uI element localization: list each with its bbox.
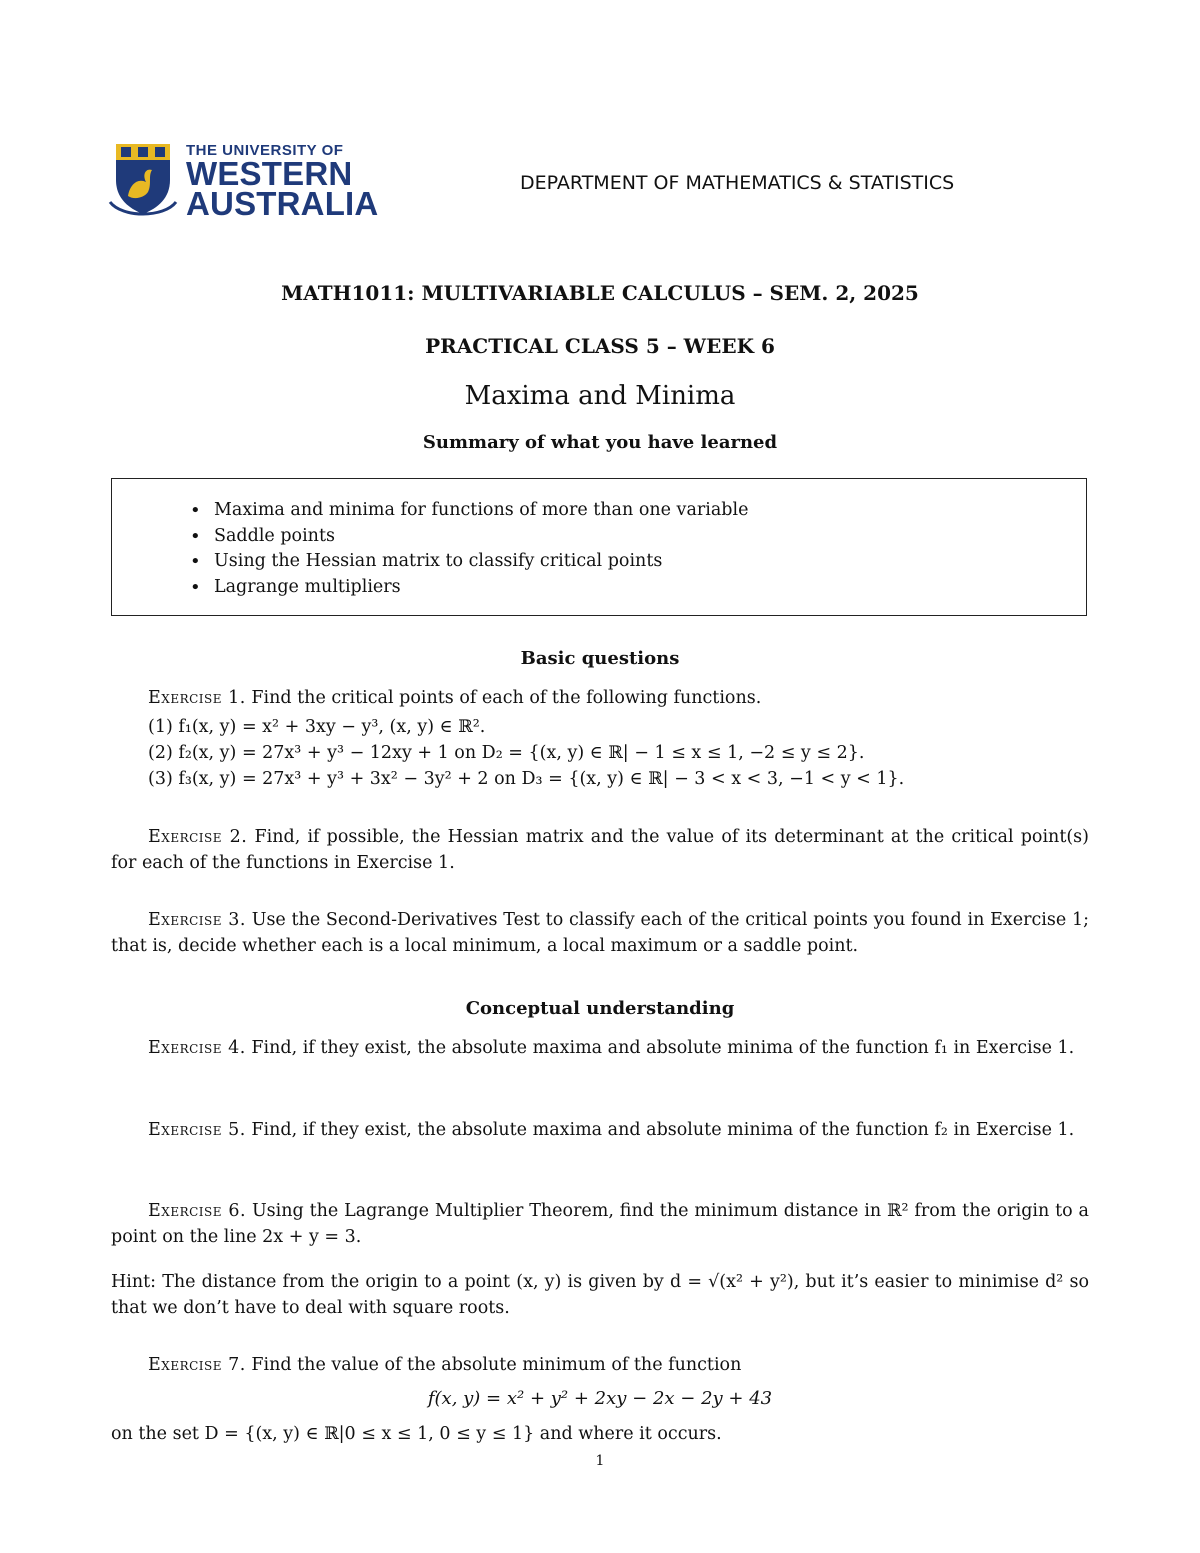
course-title: MATH1011: MULTIVARIABLE CALCULUS – SEM. 2, 2025: [281, 281, 919, 305]
section-basic: Basic questions: [520, 648, 680, 669]
exercise-label: Exercise 3.: [148, 910, 246, 930]
exercise-label: Exercise 1.: [148, 688, 246, 708]
exercise-1-item: (2) f₂(x, y) = 27x³ + y³ − 12xy + 1 on D₂ = {(x, y) ∈ ℝ| − 1 ≤ x ≤ 1, −2 ≤ y ≤ 2}.: [148, 743, 865, 763]
section-conceptual: Conceptual understanding: [465, 998, 735, 1019]
exercise-1-item: (1) f₁(x, y) = x² + 3xy − y³, (x, y) ∈ ℝ².: [148, 717, 486, 737]
summary-item: • Saddle points: [190, 524, 748, 550]
logo-line-2: WESTERN: [186, 155, 353, 192]
page-number: 1: [595, 1453, 605, 1469]
exercise-7-tail: on the set D = {(x, y) ∈ ℝ|0 ≤ x ≤ 1, 0 ≤ y ≤ 1} and where it occurs.: [111, 1424, 722, 1444]
university-logo: [108, 140, 379, 222]
exercise-5: [111, 1118, 1089, 1144]
exercise-text: Using the Lagrange Multiplier Theorem, find the minimum distance in ℝ² from the origin to a point on the line 2x + y = 3.: [111, 1201, 1089, 1247]
exercise-4: [111, 1036, 1089, 1062]
exercise-6-hint: Hint: The distance from the origin to a point (x, y) is given by d = √(x² + y²), but it’s easier to minimise d² so that we don’t have to deal with square roots.: [111, 1272, 1089, 1318]
exercise-text: Find the critical points of each of the following functions.: [251, 688, 762, 708]
logo-line-3: AUSTRALIA: [186, 185, 379, 222]
exercise-text: Find, if possible, the Hessian matrix and the value of its determinant at the critical point(s) for each of the functions in Exercise 1.: [111, 827, 1089, 873]
exercise-label: Exercise 5.: [148, 1120, 246, 1140]
summary-box: [111, 478, 1087, 616]
department-name: DEPARTMENT OF MATHEMATICS & STATISTICS: [520, 172, 955, 194]
exercise-text: Find, if they exist, the absolute maxima and absolute minima of the function f₂ in Exercise 1.: [251, 1120, 1075, 1140]
page-title: Maxima and Minima: [464, 381, 736, 411]
exercise-label: Exercise 7.: [148, 1355, 246, 1375]
logo-line-1: THE UNIVERSITY OF: [186, 142, 344, 159]
exercise-7: [111, 1353, 1089, 1379]
crest-icon: [108, 140, 178, 220]
exercise-label: Exercise 4.: [148, 1038, 246, 1058]
exercise-label: Exercise 6.: [148, 1201, 247, 1221]
summary-item: • Lagrange multipliers: [190, 575, 748, 601]
practical-title: PRACTICAL CLASS 5 – WEEK 6: [425, 334, 775, 358]
summary-heading: Summary of what you have learned: [422, 432, 778, 453]
exercise-text: Use the Second-Derivatives Test to classify each of the critical points you found in Exercise 1; that is, decide whether each is a local minimum, a local maximum or a saddle point.: [111, 910, 1089, 956]
exercise-1: [111, 686, 1089, 712]
exercise-text: Find the value of the absolute minimum of the function: [251, 1355, 742, 1375]
summary-item: • Maxima and minima for functions of more than one variable: [190, 498, 748, 524]
exercise-1-item: (3) f₃(x, y) = 27x³ + y³ + 3x² − 3y² + 2 on D₃ = {(x, y) ∈ ℝ| − 3 < x < 3, −1 < y < 1}.: [148, 769, 905, 789]
exercise-2: [111, 825, 1089, 876]
exercise-label: Exercise 2.: [148, 827, 248, 847]
summary-list: [190, 498, 748, 600]
summary-item: • Using the Hessian matrix to classify critical points: [190, 549, 748, 575]
exercise-6: [111, 1199, 1089, 1250]
exercise-7-equation: f(x, y) = x² + y² + 2xy − 2x − 2y + 43: [427, 1388, 773, 1409]
exercise-3: [111, 908, 1089, 959]
exercise-text: Find, if they exist, the absolute maxima and absolute minima of the function f₁ in Exercise 1.: [251, 1038, 1075, 1058]
